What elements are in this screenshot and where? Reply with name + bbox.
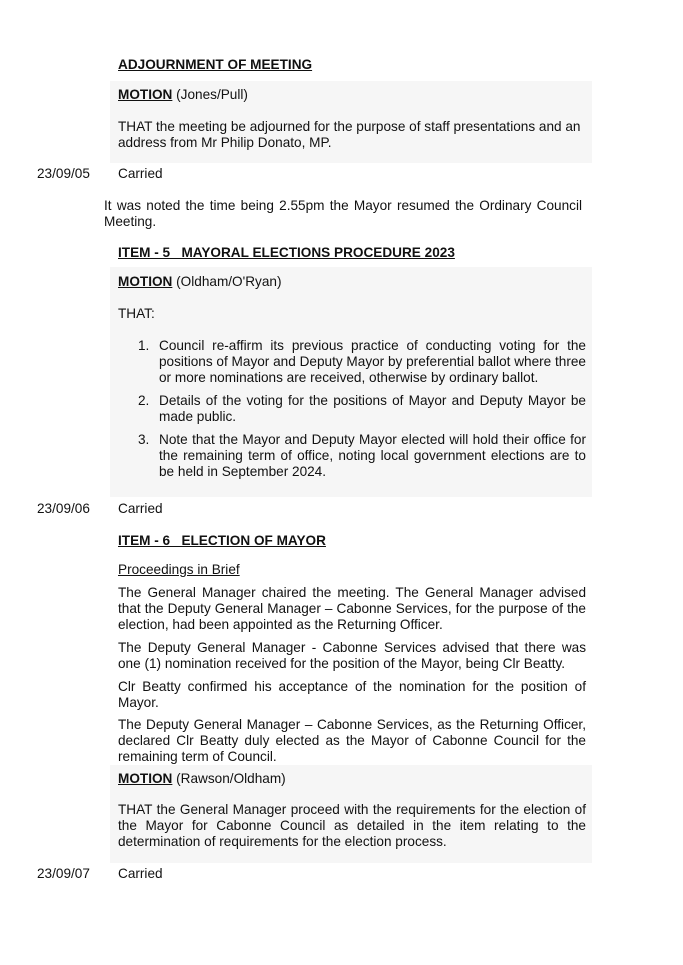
item5-points-list — [118, 338, 586, 487]
item6-paragraph-4: The Deputy General Manager – Cabonne Services, as the Returning Officer, declared Clr Beatty duly elected as the Mayor of Cabonne Council for the remaining term of Council. — [118, 717, 586, 764]
motion-text-item6: THAT the General Manager proceed with the requirements for the election of the Mayor for Cabonne Council as detailed in the item relating to the determination of requirements for the election process. — [118, 802, 586, 849]
motion-label: MOTION — [118, 771, 173, 786]
motion-line-item6 — [118, 771, 286, 787]
motion-movers: (Jones/Pull) — [176, 87, 248, 102]
resolution-ref-3: 23/09/07 — [37, 866, 90, 881]
list-item-number: 2. — [138, 393, 150, 408]
item6-paragraph-1: The General Manager chaired the meeting. The General Manager advised that the Deputy General Manager – Cabonne Services, for the purpose of the election, had been appointed as the Returning Officer. — [118, 585, 586, 632]
list-item — [118, 432, 586, 480]
item5-that: THAT: — [118, 306, 155, 321]
motion-line-item5 — [118, 274, 282, 290]
motion-line-adjournment — [118, 87, 248, 103]
resolution-status-3: Carried — [118, 866, 163, 881]
resolution-ref-2: 23/09/06 — [37, 501, 90, 516]
list-item-number: 1. — [138, 338, 150, 353]
list-item — [118, 393, 586, 425]
meeting-resumed-note: It was noted the time being 2.55pm the Mayor resumed the Ordinary Council Meeting. — [104, 198, 582, 229]
list-item — [118, 338, 586, 386]
item6-heading: ITEM - 6 ELECTION OF MAYOR — [118, 533, 326, 548]
list-item-number: 3. — [138, 432, 150, 447]
resolution-status-2: Carried — [118, 501, 163, 516]
item5-heading: ITEM - 5 MAYORAL ELECTIONS PROCEDURE 2023 — [118, 245, 455, 260]
section-heading-adjournment: ADJOURNMENT OF MEETING — [118, 57, 313, 72]
item6-subheading: Proceedings in Brief — [118, 562, 240, 577]
resolution-status-1: Carried — [118, 166, 163, 181]
motion-label: MOTION — [118, 274, 173, 289]
motion-movers: (Oldham/O'Ryan) — [176, 274, 282, 289]
motion-text-adjournment: THAT the meeting be adjourned for the purpose of staff presentations and an address from Mr Philip Donato, MP. — [118, 119, 581, 150]
list-item-text: Council re-affirm its previous practice of conducting voting for the positions of Mayor and Deputy Mayor by preferential ballot where three or more nominations are received, otherwise by ordinary ballot. — [159, 338, 586, 385]
list-item-text: Details of the voting for the positions of Mayor and Deputy Mayor be made public. — [159, 393, 586, 424]
list-item-text: Note that the Mayor and Deputy Mayor elected will hold their office for the remaining term of office, noting local government elections are to be held in September 2024. — [159, 432, 586, 479]
motion-movers: (Rawson/Oldham) — [176, 771, 286, 786]
item6-paragraph-2: The Deputy General Manager - Cabonne Services advised that there was one (1) nomination received for the position of the Mayor, being Clr Beatty. — [118, 640, 586, 671]
item6-paragraph-3: Clr Beatty confirmed his acceptance of the nomination for the position of Mayor. — [118, 679, 586, 710]
motion-label: MOTION — [118, 87, 173, 102]
resolution-ref-1: 23/09/05 — [37, 166, 90, 181]
